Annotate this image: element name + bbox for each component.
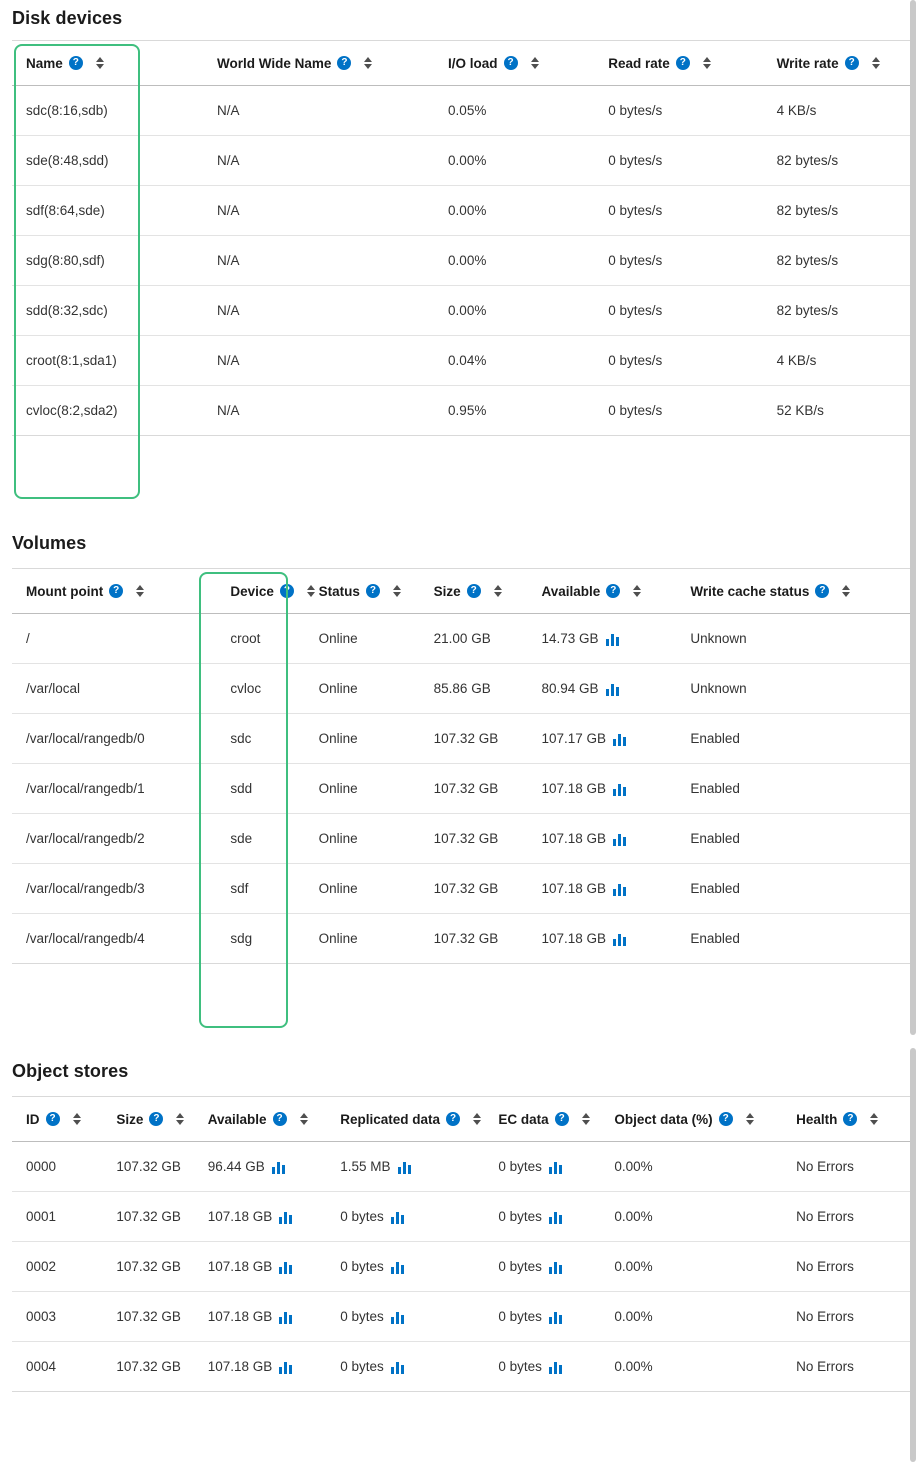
cell-write-cache-status: Enabled bbox=[676, 764, 916, 814]
cell-write-rate: 52 KB/s bbox=[776, 403, 824, 418]
cell-available-value: 107.18 GB bbox=[207, 1209, 273, 1224]
cell-device: sdg bbox=[230, 931, 253, 946]
cell-ec-data bbox=[484, 1242, 600, 1292]
cell-read-rate: 0 bytes/s bbox=[594, 136, 762, 186]
cell-io-load: 0.00% bbox=[434, 286, 594, 336]
cell-status: Online bbox=[305, 864, 420, 914]
cell-id: 0003 bbox=[12, 1292, 102, 1342]
column-header-name[interactable] bbox=[12, 41, 203, 86]
cell-replicated-data bbox=[326, 1242, 484, 1292]
cell-size: 107.32 GB bbox=[420, 864, 528, 914]
help-icon[interactable]: ? bbox=[46, 1112, 60, 1126]
cell-device: sdd bbox=[216, 764, 304, 814]
cell-size: 107.32 GB bbox=[420, 714, 528, 764]
table-header-row bbox=[12, 1097, 916, 1142]
cell-name: croot(8:1,sda1) bbox=[12, 336, 203, 386]
help-icon[interactable]: ? bbox=[504, 56, 518, 70]
bar-chart-icon[interactable] bbox=[549, 1261, 563, 1274]
cell-id: 0001 bbox=[12, 1192, 102, 1242]
sort-icon[interactable] bbox=[581, 1111, 591, 1127]
column-label: Status bbox=[318, 583, 360, 599]
column-header-device[interactable] bbox=[216, 569, 304, 614]
table-row bbox=[12, 614, 916, 664]
cell-read-rate: 0 bytes/s bbox=[594, 186, 762, 236]
cell-available-value: 107.18 GB bbox=[541, 781, 607, 796]
cell-io-load: 0.04% bbox=[434, 336, 594, 386]
cell-status: Online bbox=[318, 931, 358, 946]
cell-replicated-data bbox=[326, 1142, 484, 1192]
bar-chart-icon[interactable] bbox=[279, 1261, 293, 1274]
table-row bbox=[12, 714, 916, 764]
sort-icon[interactable] bbox=[472, 1111, 482, 1127]
column-label: Health bbox=[796, 1111, 838, 1127]
cell-size: 107.32 GB bbox=[102, 1242, 193, 1292]
cell-ec-data bbox=[484, 1292, 600, 1342]
table-row bbox=[12, 864, 916, 914]
table-row bbox=[12, 764, 916, 814]
cell-available-value: 107.18 GB bbox=[541, 881, 607, 896]
table-row bbox=[12, 186, 916, 236]
cell-available-value: 107.18 GB bbox=[207, 1259, 273, 1274]
column-label: Available bbox=[541, 583, 601, 599]
help-icon[interactable]: ? bbox=[719, 1112, 733, 1126]
cell-name: sdg(8:80,sdf) bbox=[12, 236, 203, 286]
help-icon[interactable]: ? bbox=[280, 584, 294, 598]
help-icon[interactable]: ? bbox=[337, 56, 351, 70]
cell-available bbox=[527, 814, 676, 864]
cell-mount-point: / bbox=[12, 614, 216, 664]
column-header-available[interactable] bbox=[194, 1097, 326, 1142]
bar-chart-icon[interactable] bbox=[613, 733, 627, 746]
bar-chart-icon[interactable] bbox=[549, 1361, 563, 1374]
cell-id: 0002 bbox=[12, 1242, 102, 1292]
cell-ec-value: 0 bytes bbox=[498, 1359, 542, 1374]
cell-size: 107.32 GB bbox=[102, 1192, 193, 1242]
cell-name: cvloc(8:2,sda2) bbox=[26, 403, 118, 418]
cell-write-cache-status: Enabled bbox=[676, 864, 916, 914]
help-icon[interactable]: ? bbox=[606, 584, 620, 598]
cell-device: sdf bbox=[216, 864, 304, 914]
column-header-world-wide-name[interactable] bbox=[203, 41, 434, 86]
cell-read-rate: 0 bytes/s bbox=[594, 236, 762, 286]
column-label: ID bbox=[26, 1111, 40, 1127]
cell-available bbox=[194, 1142, 326, 1192]
cell-read-rate: 0 bytes/s bbox=[594, 336, 762, 386]
column-header-id[interactable] bbox=[12, 1097, 102, 1142]
cell-ec-value: 0 bytes bbox=[498, 1159, 542, 1174]
column-label: Available bbox=[207, 1111, 267, 1127]
cell-ec-data bbox=[484, 1342, 600, 1392]
cell-replicated-data bbox=[326, 1192, 484, 1242]
cell-available bbox=[527, 764, 676, 814]
cell-ec-data bbox=[484, 1192, 600, 1242]
cell-status: Online bbox=[305, 664, 420, 714]
cell-size: 21.00 GB bbox=[420, 614, 528, 664]
sort-icon[interactable] bbox=[175, 1111, 185, 1127]
sort-icon[interactable] bbox=[745, 1111, 755, 1127]
table-row bbox=[12, 1142, 916, 1192]
cell-wwn: N/A bbox=[203, 336, 434, 386]
cell-available-value: 107.18 GB bbox=[541, 931, 607, 946]
cell-replicated-value: 0 bytes bbox=[340, 1309, 384, 1324]
cell-status: Online bbox=[305, 764, 420, 814]
table-row bbox=[12, 236, 916, 286]
cell-replicated-data bbox=[326, 1342, 484, 1392]
cell-wwn: N/A bbox=[203, 136, 434, 186]
sort-icon[interactable] bbox=[493, 583, 503, 599]
cell-size: 107.32 GB bbox=[420, 814, 528, 864]
column-header-write-cache-status[interactable] bbox=[676, 569, 916, 614]
bar-chart-icon[interactable] bbox=[391, 1311, 405, 1324]
help-icon[interactable]: ? bbox=[69, 56, 83, 70]
cell-size: 107.32 GB bbox=[116, 1359, 181, 1374]
cell-available-value: 107.18 GB bbox=[541, 831, 607, 846]
help-icon[interactable]: ? bbox=[843, 1112, 857, 1126]
table-row bbox=[12, 336, 916, 386]
cell-ec-value: 0 bytes bbox=[498, 1209, 542, 1224]
sort-icon[interactable] bbox=[299, 1111, 309, 1127]
column-header-mount-point[interactable] bbox=[12, 569, 216, 614]
help-icon[interactable]: ? bbox=[446, 1112, 460, 1126]
cell-write-cache-status: Unknown bbox=[676, 614, 916, 664]
volumes-table bbox=[12, 569, 916, 963]
bar-chart-icon[interactable] bbox=[391, 1211, 405, 1224]
column-label: Write rate bbox=[776, 55, 839, 71]
table-row bbox=[12, 664, 916, 714]
bar-chart-icon[interactable] bbox=[279, 1311, 293, 1324]
sort-icon[interactable] bbox=[702, 55, 712, 71]
disk-devices-table bbox=[12, 41, 916, 435]
bar-chart-icon[interactable] bbox=[279, 1361, 293, 1374]
volumes-title: Volumes bbox=[12, 533, 87, 553]
cell-io-load: 0.00% bbox=[434, 136, 594, 186]
cell-device: cvloc bbox=[216, 664, 304, 714]
cell-name: sdf(8:64,sde) bbox=[12, 186, 203, 236]
table-row bbox=[12, 1292, 916, 1342]
cell-read-rate: 0 bytes/s bbox=[608, 403, 663, 418]
cell-mount-point: /var/local/rangedb/4 bbox=[26, 931, 145, 946]
cell-available bbox=[194, 1292, 326, 1342]
cell-ec-value: 0 bytes bbox=[498, 1309, 542, 1324]
bar-chart-icon[interactable] bbox=[391, 1361, 405, 1374]
cell-device: sde bbox=[216, 814, 304, 864]
column-label: Replicated data bbox=[340, 1111, 440, 1127]
cell-available-value: 107.18 GB bbox=[207, 1359, 273, 1374]
help-icon[interactable]: ? bbox=[815, 584, 829, 598]
cell-available bbox=[194, 1242, 326, 1292]
cell-name: sdd(8:32,sdc) bbox=[12, 286, 203, 336]
help-icon[interactable]: ? bbox=[676, 56, 690, 70]
help-icon[interactable]: ? bbox=[109, 584, 123, 598]
cell-health: No Errors bbox=[796, 1359, 854, 1374]
cell-replicated-data bbox=[326, 1292, 484, 1342]
help-icon[interactable]: ? bbox=[555, 1112, 569, 1126]
help-icon[interactable]: ? bbox=[149, 1112, 163, 1126]
column-label: Size bbox=[433, 583, 461, 599]
cell-object-data-percent: 0.00% bbox=[600, 1292, 782, 1342]
scrollbar-top[interactable] bbox=[910, 0, 916, 1035]
column-label: I/O load bbox=[448, 55, 498, 71]
help-icon[interactable]: ? bbox=[845, 56, 859, 70]
cell-available bbox=[527, 614, 676, 664]
sort-icon[interactable] bbox=[530, 55, 540, 71]
cell-size: 85.86 GB bbox=[420, 664, 528, 714]
cell-id: 0004 bbox=[26, 1359, 57, 1374]
cell-write-rate: 4 KB/s bbox=[763, 86, 916, 136]
table-row bbox=[12, 136, 916, 186]
cell-write-rate: 82 bytes/s bbox=[763, 286, 916, 336]
cell-ec-value: 0 bytes bbox=[498, 1259, 542, 1274]
sort-icon[interactable] bbox=[72, 1111, 82, 1127]
cell-wwn: N/A bbox=[203, 286, 434, 336]
column-label: Device bbox=[230, 583, 274, 599]
cell-name: sde(8:48,sdd) bbox=[12, 136, 203, 186]
bar-chart-icon[interactable] bbox=[272, 1161, 286, 1174]
help-icon[interactable]: ? bbox=[467, 584, 481, 598]
bar-chart-icon[interactable] bbox=[549, 1311, 563, 1324]
cell-replicated-value: 0 bytes bbox=[340, 1209, 384, 1224]
cell-read-rate: 0 bytes/s bbox=[594, 286, 762, 336]
cell-write-cache-status: Enabled bbox=[690, 931, 740, 946]
column-header-read-rate[interactable] bbox=[594, 41, 762, 86]
cell-device: croot bbox=[216, 614, 304, 664]
cell-object-data-percent: 0.00% bbox=[614, 1359, 653, 1374]
cell-replicated-value: 0 bytes bbox=[340, 1259, 384, 1274]
cell-io-load: 0.95% bbox=[448, 403, 487, 418]
cell-id: 0000 bbox=[12, 1142, 102, 1192]
cell-available bbox=[527, 664, 676, 714]
cell-name: sdc(8:16,sdb) bbox=[12, 86, 203, 136]
cell-wwn: N/A bbox=[203, 86, 434, 136]
column-label: Write cache status bbox=[690, 583, 810, 599]
sort-icon[interactable] bbox=[95, 55, 105, 71]
cell-object-data-percent: 0.00% bbox=[600, 1142, 782, 1192]
bar-chart-icon[interactable] bbox=[279, 1211, 293, 1224]
cell-available-value: 96.44 GB bbox=[207, 1159, 265, 1174]
disk-devices-panel bbox=[12, 40, 916, 436]
column-label: Size bbox=[116, 1111, 144, 1127]
column-header-available[interactable] bbox=[527, 569, 676, 614]
table-header-row bbox=[12, 41, 916, 86]
cell-mount-point: /var/local/rangedb/2 bbox=[12, 814, 216, 864]
table-row bbox=[12, 286, 916, 336]
cell-ec-data bbox=[484, 1142, 600, 1192]
cell-size: 107.32 GB bbox=[433, 931, 499, 946]
bar-chart-icon[interactable] bbox=[606, 633, 620, 646]
help-icon[interactable]: ? bbox=[366, 584, 380, 598]
volumes-panel bbox=[12, 568, 916, 964]
table-row bbox=[12, 86, 916, 136]
bar-chart-icon[interactable] bbox=[606, 683, 620, 696]
column-header-status[interactable] bbox=[305, 569, 420, 614]
cell-mount-point: /var/local/rangedb/0 bbox=[12, 714, 216, 764]
bar-chart-icon[interactable] bbox=[391, 1261, 405, 1274]
column-header-write-rate[interactable] bbox=[763, 41, 916, 86]
column-label: Read rate bbox=[608, 55, 670, 71]
cell-size: 107.32 GB bbox=[420, 764, 528, 814]
column-header-size[interactable] bbox=[420, 569, 528, 614]
cell-device: sdc bbox=[216, 714, 304, 764]
cell-health: No Errors bbox=[782, 1242, 916, 1292]
sort-icon[interactable] bbox=[392, 583, 402, 599]
cell-write-cache-status: Enabled bbox=[676, 814, 916, 864]
column-header-size[interactable] bbox=[102, 1097, 193, 1142]
table-row bbox=[12, 814, 916, 864]
bar-chart-icon[interactable] bbox=[613, 783, 627, 796]
cell-replicated-value: 0 bytes bbox=[340, 1359, 384, 1374]
table-header-row bbox=[12, 569, 916, 614]
sort-icon[interactable] bbox=[306, 583, 316, 599]
table-row bbox=[12, 1242, 916, 1292]
cell-available bbox=[527, 864, 676, 914]
cell-status: Online bbox=[305, 614, 420, 664]
cell-object-data-percent: 0.00% bbox=[600, 1192, 782, 1242]
bar-chart-icon[interactable] bbox=[613, 933, 627, 946]
sort-icon[interactable] bbox=[869, 1111, 879, 1127]
sort-icon[interactable] bbox=[135, 583, 145, 599]
cell-health: No Errors bbox=[782, 1142, 916, 1192]
cell-health: No Errors bbox=[782, 1292, 916, 1342]
column-label: Object data (%) bbox=[614, 1111, 713, 1127]
cell-object-data-percent: 0.00% bbox=[600, 1242, 782, 1292]
sort-icon[interactable] bbox=[363, 55, 373, 71]
cell-wwn: N/A bbox=[203, 186, 434, 236]
cell-io-load: 0.00% bbox=[434, 236, 594, 286]
cell-available-value: 107.17 GB bbox=[541, 731, 607, 746]
column-label: Mount point bbox=[26, 583, 104, 599]
cell-health: No Errors bbox=[782, 1192, 916, 1242]
cell-available bbox=[527, 914, 676, 964]
bar-chart-icon[interactable] bbox=[549, 1161, 563, 1174]
bar-chart-icon[interactable] bbox=[613, 883, 627, 896]
table-row bbox=[12, 1342, 916, 1392]
column-header-object-data-percent[interactable] bbox=[600, 1097, 782, 1142]
column-header-health[interactable] bbox=[782, 1097, 916, 1142]
table-row bbox=[12, 914, 916, 964]
cell-available bbox=[194, 1342, 326, 1392]
help-icon[interactable]: ? bbox=[273, 1112, 287, 1126]
column-header-io-load[interactable] bbox=[434, 41, 594, 86]
column-label: Name bbox=[26, 55, 63, 71]
cell-mount-point: /var/local bbox=[12, 664, 216, 714]
cell-status: Online bbox=[305, 714, 420, 764]
object-stores-panel bbox=[12, 1096, 916, 1392]
cell-available-value: 80.94 GB bbox=[541, 681, 599, 696]
column-label: EC data bbox=[498, 1111, 549, 1127]
cell-available-value: 14.73 GB bbox=[541, 631, 599, 646]
cell-wwn: N/A bbox=[203, 236, 434, 286]
cell-write-rate: 82 bytes/s bbox=[763, 236, 916, 286]
cell-available bbox=[194, 1192, 326, 1242]
cell-mount-point: /var/local/rangedb/1 bbox=[12, 764, 216, 814]
cell-size: 107.32 GB bbox=[102, 1292, 193, 1342]
cell-replicated-value: 1.55 MB bbox=[340, 1159, 391, 1174]
bar-chart-icon[interactable] bbox=[613, 833, 627, 846]
cell-size: 107.32 GB bbox=[102, 1142, 193, 1192]
cell-io-load: 0.00% bbox=[434, 186, 594, 236]
table-row bbox=[12, 1192, 916, 1242]
scrollbar-bottom[interactable] bbox=[910, 1048, 916, 1462]
table-row bbox=[12, 386, 916, 436]
bar-chart-icon[interactable] bbox=[549, 1211, 563, 1224]
cell-write-cache-status: Enabled bbox=[676, 714, 916, 764]
cell-write-cache-status: Unknown bbox=[676, 664, 916, 714]
bar-chart-icon[interactable] bbox=[398, 1161, 412, 1174]
column-label: World Wide Name bbox=[217, 55, 332, 71]
cell-mount-point: /var/local/rangedb/3 bbox=[12, 864, 216, 914]
cell-status: Online bbox=[305, 814, 420, 864]
cell-io-load: 0.05% bbox=[434, 86, 594, 136]
cell-available-value: 107.18 GB bbox=[207, 1309, 273, 1324]
cell-write-rate: 82 bytes/s bbox=[763, 186, 916, 236]
disk-devices-title: Disk devices bbox=[12, 8, 123, 28]
sort-icon[interactable] bbox=[841, 583, 851, 599]
cell-wwn: N/A bbox=[217, 403, 240, 418]
object-stores-table bbox=[12, 1097, 916, 1391]
sort-icon[interactable] bbox=[632, 583, 642, 599]
column-header-ec-data[interactable] bbox=[484, 1097, 600, 1142]
cell-write-rate: 82 bytes/s bbox=[763, 136, 916, 186]
column-header-replicated-data[interactable] bbox=[326, 1097, 484, 1142]
cell-read-rate: 0 bytes/s bbox=[594, 86, 762, 136]
object-stores-title: Object stores bbox=[12, 1061, 129, 1081]
cell-available bbox=[527, 714, 676, 764]
cell-write-rate: 4 KB/s bbox=[763, 336, 916, 386]
sort-icon[interactable] bbox=[871, 55, 881, 71]
